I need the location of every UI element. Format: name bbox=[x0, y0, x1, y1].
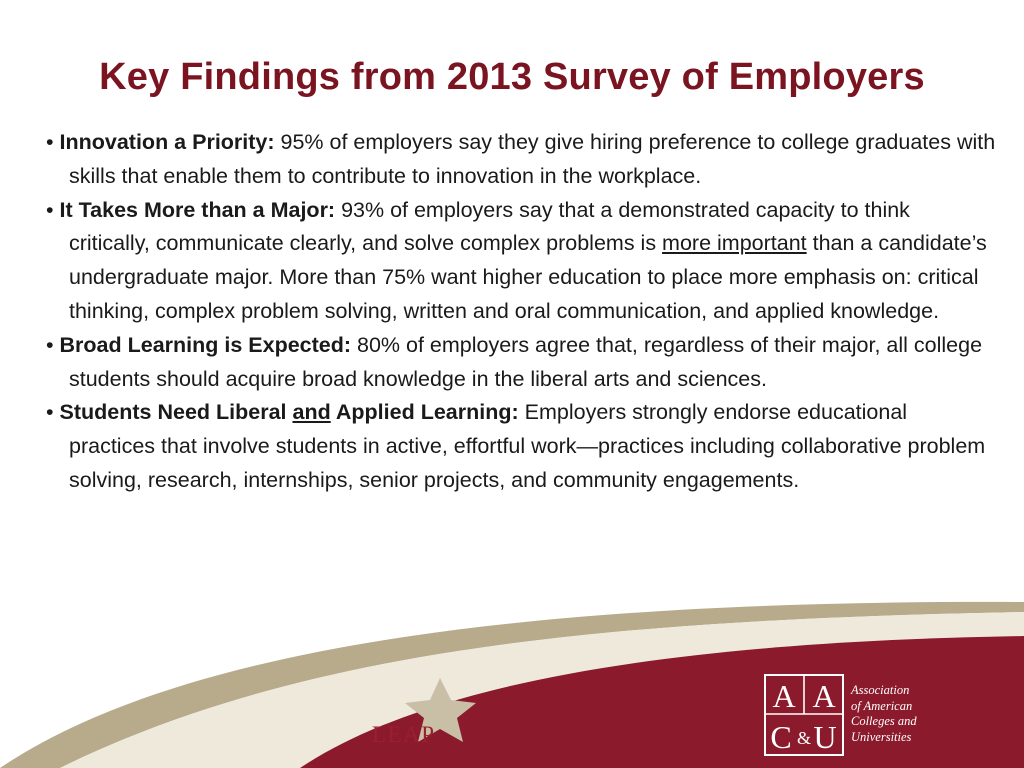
logo-letter-c: C bbox=[770, 719, 792, 755]
logo-ampersand: & bbox=[796, 728, 812, 748]
list-item: • Students Need Liberal and Applied Learning: Employers strongly endorse educational practices that involve students in active, effortful work—practices including collaborative problem solving, research, internships, senior projects, and community engagements. bbox=[46, 400, 986, 492]
heading-part: Students Need Liberal bbox=[59, 400, 293, 425]
organization-name bbox=[851, 683, 917, 745]
slide-title: Key Findings from 2013 Survey of Employers bbox=[99, 56, 925, 98]
bullet-text: 93% of employers say that a demonstrated capacity to think critically, communicate clearly, and solve complex problems is bbox=[69, 197, 910, 256]
org-name-line: of American bbox=[851, 698, 913, 713]
org-name-line: Association bbox=[851, 683, 910, 697]
underlined-text: and bbox=[292, 400, 331, 425]
org-name-line: Universities bbox=[851, 729, 912, 744]
bullet-text: than a candidate’s undergraduate major. More than 75% want higher education to place more emphasis on: critical thinking, complex problem solving, written and oral communication, and applied knowledge. bbox=[69, 231, 987, 323]
findings-list bbox=[46, 126, 996, 498]
logo-letter-a2: A bbox=[812, 678, 836, 714]
bullet-heading: Broad Learning is Expected: bbox=[59, 332, 352, 357]
aacu-logo bbox=[764, 674, 844, 756]
bullet-text: 95% of employers say they give hiring preference to college graduates with skills that enable them to contribute to innovation in the workplace. bbox=[69, 130, 996, 188]
bullet-heading: It Takes More than a Major: bbox=[59, 197, 336, 222]
list-item: • Broad Learning is Expected: 80% of employers agree that, regardless of their major, all college students should acquire broad knowledge in the liberal arts and sciences. bbox=[46, 332, 983, 391]
bullet-heading bbox=[60, 400, 519, 424]
bullet-text: 80% of employers agree that, regardless of their major, all college students should acquire broad knowledge in the liberal arts and sciences. bbox=[69, 332, 983, 391]
underlined-text: more important bbox=[662, 231, 807, 256]
list-item: • Innovation a Priority: 95% of employers say they give hiring preference to college graduates with skills that enable them to contribute to innovation in the workplace. bbox=[46, 130, 996, 188]
heading-part: Applied Learning: bbox=[330, 400, 519, 425]
logo-letter-a1: A bbox=[772, 678, 796, 714]
org-name-line: Colleges and bbox=[851, 714, 917, 728]
leap-label: LEAP bbox=[372, 722, 436, 747]
list-item: • It Takes More than a Major: 93% of employers say that a demonstrated capacity to think critically, communicate clearly, and solve complex problems is more important than a candidate’s undergraduate major. More than 75% want higher education to place more emphasis on: critical thinking, complex problem solving, written and oral communication, and applied knowledge. bbox=[46, 197, 987, 323]
bullet-heading: Innovation a Priority: bbox=[59, 130, 275, 154]
logo-letter-u: U bbox=[813, 719, 837, 755]
bullet-text: Employers strongly endorse educational practices that involve students in active, effortful work—practices including collaborative problem solving, research, internships, senior projects, and community engagements. bbox=[69, 400, 986, 492]
